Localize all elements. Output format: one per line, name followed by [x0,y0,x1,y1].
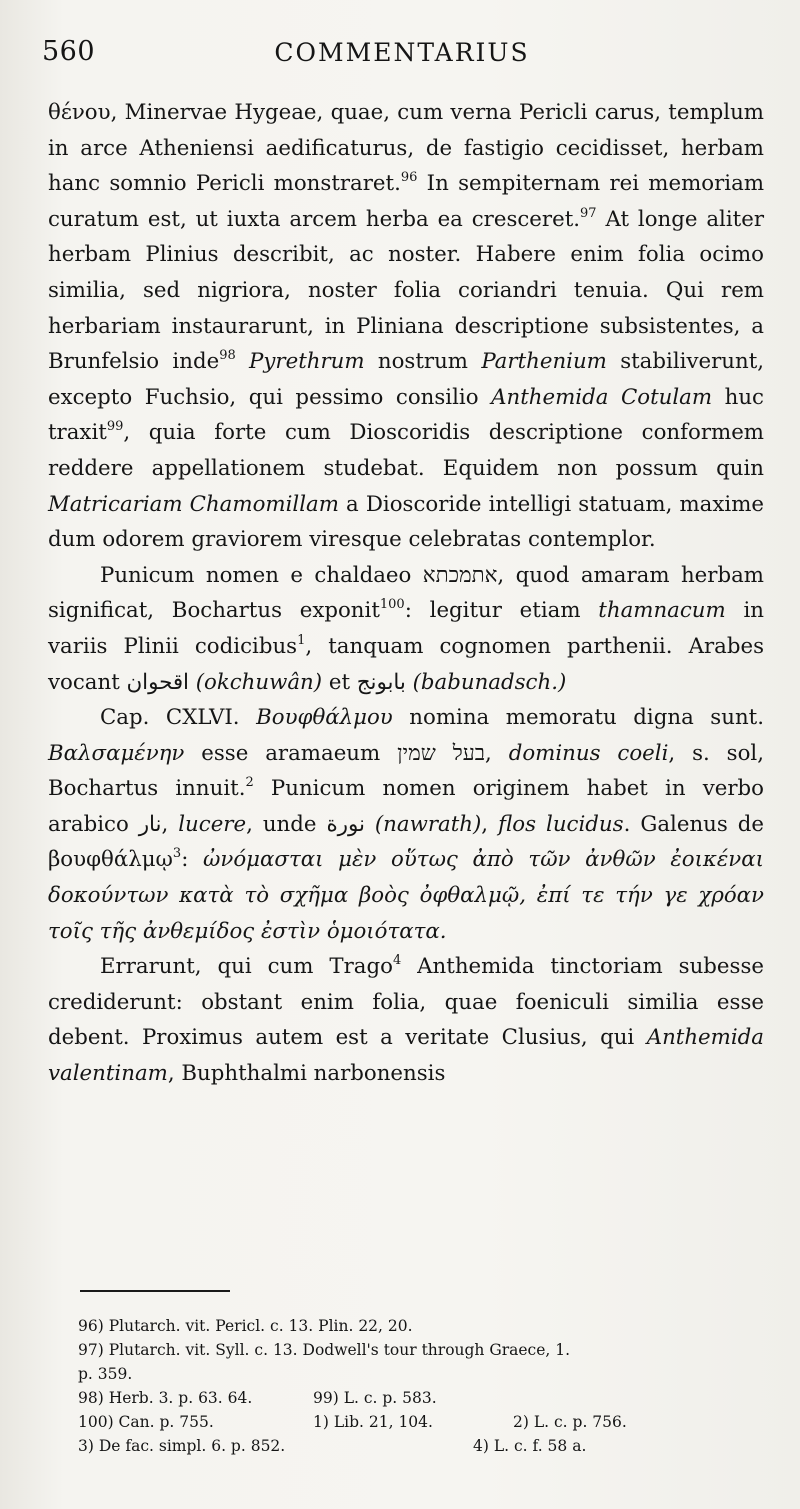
italic-term: (babunadsch.) [412,669,567,695]
italic-term: lucere [178,811,247,837]
text-run: , unde نورة [246,811,375,837]
text-run: in variis Plinii codicibus [48,598,764,659]
italic-term: Matricariam Chamomillam [48,491,339,517]
footnote-ref-96: 96 [400,170,418,186]
footnote-row [78,1410,768,1434]
footnote-ref-3: 3 [172,846,182,862]
text-run: Punicum nomen e chaldaeo אתמכתא, quod amaram herbam significat, Bochartus exponit [48,562,764,624]
footnote-ref-99: 99 [106,419,124,435]
text-run: , s. sol, Bochartus innuit. [48,740,765,802]
greek-term: Βουφθάλμου [256,705,393,731]
paragraph-4 [48,949,764,1091]
text-run: In sempiternam rei memoriam curatum est, ut iuxta arcem herba ea cresceret. [48,171,765,232]
footnote-ref-1: 1 [297,632,306,648]
footnote-96: 96) Plutarch. vit. Pericl. c. 13. Plin. 22, 20. [78,1317,413,1335]
footnote-ref-98: 98 [219,348,236,364]
footnote-row [78,1386,768,1410]
text-run: At longe aliter herbam Plinius describit, ac noster. Habere enim folia ocimo similia, sed nigriora, noster folia coriandri tenuia. Qui rem herbariam instaurarunt, in Pliniana descriptione subsistentes, a Brunfelsio inde [48,206,764,375]
italic-term: Anthemida Cotulam [491,384,713,410]
italic-term: dominus coeli [508,740,669,766]
footnote-1: 1) Lib. 21, 104. [313,1413,433,1431]
paragraph-2 [48,558,764,700]
text-run: et بابونج [322,669,413,695]
footnote-97-continued: p. 359. [78,1365,133,1383]
text-run: huc traxit [48,384,764,446]
text-run: Cap. CXLVI. [100,705,257,731]
footnote-ref-2: 2 [245,775,254,791]
footnote-ref-97: 97 [580,205,597,221]
page-header [42,36,762,76]
text-run: Errarunt, qui cum Trago [100,954,393,980]
italic-term: Pyrethrum [235,349,365,375]
text-run: a Dioscoride intelligi statuam, maxime dum odorem graviorem viresque celebratas contemplor. [48,491,764,553]
footnote-ref-100: 100 [379,597,405,613]
italic-term: (okchuwân) [195,669,323,695]
footnote-99: 99) L. c. p. 583. [313,1389,437,1407]
text-run: , quia forte cum Dioscoridis descriptione conformem reddere appellationem studebat. Equidem non possum quin [48,420,764,481]
footnote-row [78,1434,768,1458]
italic-term: (nawrath) [374,811,482,837]
main-text [48,95,764,1092]
footnote-3: 3) De fac. simpl. 6. p. 852. [78,1437,286,1455]
footnote-2: 2) L. c. p. 756. [513,1413,627,1431]
footnote-ref-4: 4 [392,953,402,969]
italic-term: thamnacum [598,598,726,624]
italic-term: Parthenium [481,349,607,375]
footnote-4: 4) L. c. f. 58 a. [473,1437,587,1455]
text-run: , tanquam cognomen parthenii. Arabes vocant اقحوان [48,633,764,695]
footnotes [78,1314,768,1458]
footnote-100: 100) Can. p. 755. [78,1413,214,1431]
page-number: 560 [42,36,96,67]
footnote-98: 98) Herb. 3. p. 63. 64. [78,1389,253,1407]
paragraph-3 [48,700,764,949]
text-run: nostrum [364,349,482,375]
italic-term: Anthemida valentinam [48,1025,764,1087]
text-run: esse aramaeum בעל שמין, [184,740,509,766]
text-run: , [481,811,499,837]
text-run: , Buphthalmi narbonensis [167,1061,446,1087]
text-run: : [181,847,204,873]
paragraph-1 [48,95,764,558]
running-head: COMMENTARIUS [274,38,530,67]
italic-term: flos lucidus [498,811,624,837]
footnote-97: 97) Plutarch. vit. Syll. c. 13. Dodwell's tour through Graece, 1. [78,1341,571,1359]
text-run: stabiliverunt, excepto Fuchsio, qui pessimo consilio [48,349,765,410]
text-run: θένου, Minervae Hygeae, quae, cum verna Pericli carus, templum in arce Atheniensi aedificaturus, de fastigio cecidisset, herbam hanc somnio Pericli monstraret. [48,100,764,197]
footnote-divider [80,1290,230,1292]
text-run: nomina memoratu digna sunt. [392,705,764,731]
text-run: Punicum nomen originem habet in verbo arabico نار, [48,776,764,837]
text-run: . Galenus de βουφθάλμῳ [48,811,765,873]
text-run: : legitur etiam [404,598,599,624]
greek-quote: ὠνόμασται μὲν οὕτως ἀπὸ τῶν ἀνθῶν ἐοικέναι δοκούντων κατὰ τὸ σχῆμα βοὸς ὀφθαλμῷ, ἐπί τε τήν γε χρόαν τοῖς τῆς ἀνθεμίδος ἐστὶν ὁμοιότατα. [48,847,764,944]
greek-term: Βαλσαμένην [48,740,185,766]
text-run: Anthemida tinctoriam subesse crediderunt: obstant enim folia, quae foeniculi similia esse debent. Proximus autem est a veritate Clusius, qui [48,954,764,1051]
